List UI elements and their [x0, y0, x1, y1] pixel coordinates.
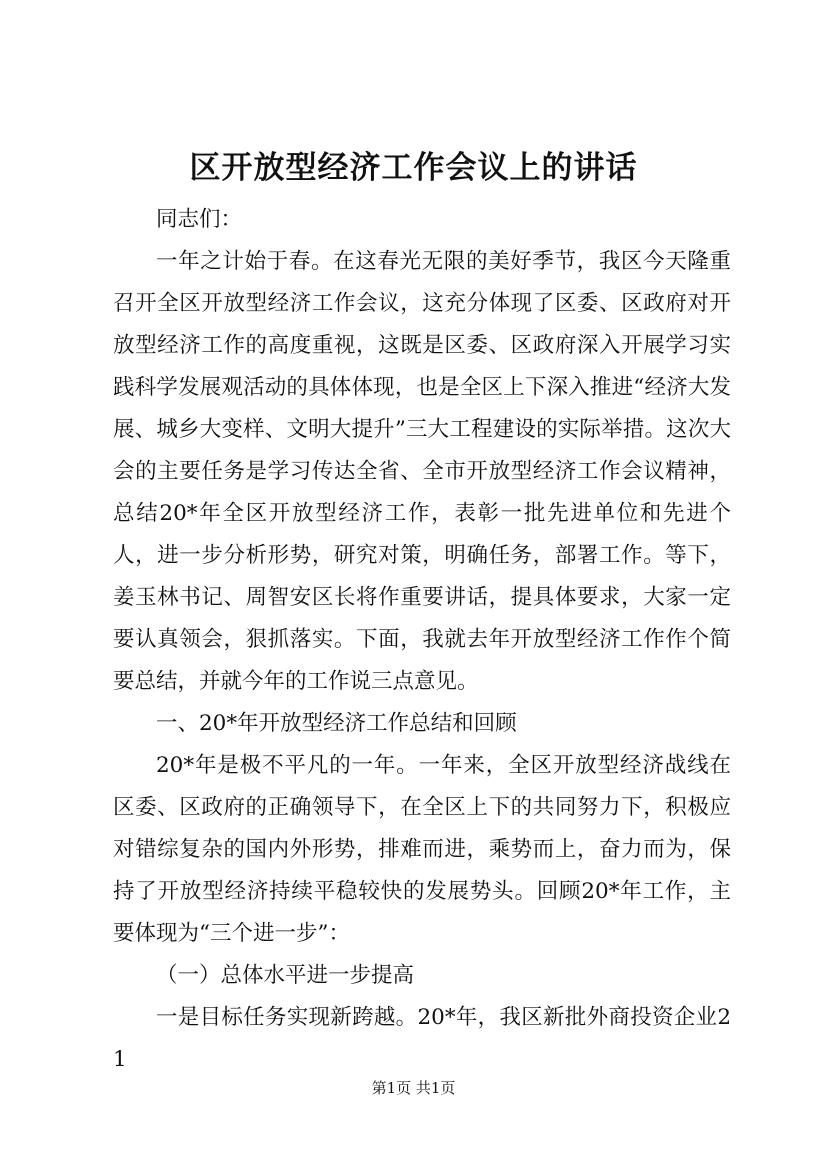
page-footer: 第1页 共1页	[371, 1079, 456, 1097]
section-heading-1: 一、20*年开放型经济工作总结和回顾	[156, 711, 517, 736]
subsection-heading-1: （一）总体水平进一步提高	[156, 963, 415, 988]
targets-paragraph: 一是目标任务实现新跨越。20*年，我区新批外商投资企业21	[113, 1005, 731, 1072]
intro-paragraph: 一年之计始于春。在这春光无限的美好季节，我区今天隆重召开全区开放型经济工作会议，这充分体现了区委、区政府对开放型经济工作的高度重视，这既是区委、区政府深入开展学习实践科学发展观活动的具体体现，也是全区上下深入推进“经济大发展、城乡大变样、文明大提升”三大工程建设的实际举措。这次大会的主要任务是学习传达全省、全市开放型经济工作会议精神，总结20*年全区开放型经济工作，表彰一批先进单位和先进个人，进一步分析形势，研究对策，明确任务，部署工作。等下，姜玉林书记、周智安区长将作重要讲话，提具体要求，大家一定要认真领会，狠抓落实。下面，我就去年开放型经济工作作个简要总结，并就今年的工作说三点意见。	[113, 249, 731, 694]
salutation-paragraph: 同志们：	[156, 207, 243, 232]
review-paragraph: 20*年是极不平凡的一年。一年来，全区开放型经济战线在区委、区政府的正确领导下，在全区上下的共同努力下，积极应对错综复杂的国内外形势，排难而进，乘势而上，奋力而为，保持了开放型经济持续平稳较快的发展势头。回顾20*年工作，主要体现为“三个进一步”：	[113, 753, 731, 946]
document-body	[113, 199, 731, 1081]
document-title: 区开放型经济工作会议上的讲话	[189, 150, 638, 186]
